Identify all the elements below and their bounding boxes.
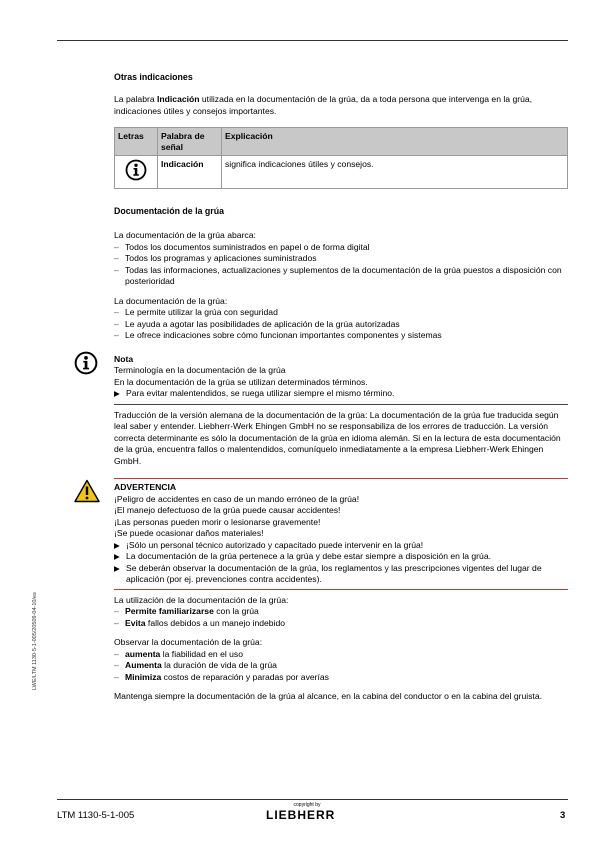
liebherr-logo: LIEBHERR [266, 808, 336, 822]
col-header-explicacion: Explicación [222, 128, 568, 156]
list-item: – Todos los documentos suministrados en papel o de forma digital [114, 242, 568, 254]
list-item [114, 649, 568, 661]
doc-list-1 [114, 242, 568, 288]
note-rule [114, 404, 568, 405]
observe-list [114, 649, 568, 684]
item-text: la duración de vida de la grúa [161, 660, 277, 670]
table-header-row [115, 128, 568, 156]
warning-title: ADVERTENCIA [114, 482, 177, 492]
section-heading-documentacion: Documentación de la grúa [114, 206, 224, 216]
intro-text-b: utilizada en la documentación de la grúa, da a toda persona que intervenga en la grúa, indicaciones útiles y consejos importantes. [114, 94, 533, 116]
list-item [114, 660, 568, 672]
warning-action: ▶ ¡Sólo un personal técnico autorizado y capacitado puede intervenir en la grúa! [114, 540, 568, 552]
page-number: 3 [560, 810, 566, 821]
item-bold: aumenta [125, 648, 161, 659]
info-icon [125, 159, 147, 185]
item-text: costos de reparación y paradas por averías [161, 671, 329, 682]
footer-rule [57, 799, 568, 800]
list-item [114, 606, 568, 618]
footer-copyright: copyright by [293, 802, 321, 808]
warning-triangle-icon [74, 479, 100, 507]
section-heading-otras-indicaciones: Otras indicaciones [114, 72, 193, 82]
header-rule [57, 40, 568, 41]
item-bold: Minimiza [125, 671, 162, 682]
warning-bottom-rule [114, 589, 568, 590]
doc-lead-2: La documentación de la grúa: [114, 295, 228, 306]
usage-list [114, 606, 568, 629]
warning-action: ▶ Se deberán observar la documentación de la grúa, los reglamentos y las prescripciones vigentes del lugar de aplicación (por ej. prevenciones contra accidentes). [114, 563, 568, 586]
list-item: – Le permite utilizar la grúa con seguridad [114, 307, 568, 319]
note-block [114, 352, 568, 400]
warning-line: ¡Las personas pueden morir o lesionarse gravemente! [114, 516, 321, 527]
warning-action: ▶ La documentación de la grúa pertenece a la grúa y debe estar siempre a disposición en la grúa. [114, 551, 568, 563]
intro-text-a: La palabra [114, 94, 158, 104]
item-bold: Evita [125, 617, 146, 628]
item-text: con la grúa [213, 606, 259, 616]
item-text: fallos debidos a un manejo indebido [145, 617, 286, 628]
warning-actions [114, 540, 568, 586]
warning-block [114, 482, 568, 586]
observe-lead: Observar la documentación de la grúa: [114, 637, 263, 647]
item-text: la fiabilidad en el uso [160, 648, 243, 659]
doc-lead-1: La documentación de la grúa abarca: [114, 230, 256, 240]
warning-line: ¡Se puede ocasionar daños materiales! [114, 528, 264, 538]
note-line: En la documentación de la grúa se utilizan determinados términos. [114, 376, 368, 387]
side-document-code: LWE/LTM 1130-5-1-005/20509-04-10/es [32, 592, 38, 690]
footer-doc-id: LTM 1130-5-1-005 [57, 810, 135, 821]
intro-bold: Indicación [157, 94, 200, 104]
note-action: ▶ Para evitar malentendidos, se ruega utilizar siempre el mismo término. [114, 388, 568, 400]
doc-list-2 [114, 307, 568, 342]
intro-paragraph [114, 94, 568, 117]
item-bold: Permite familiarizarse [125, 606, 214, 616]
usage-lead: La utilización de la documentación de la grúa: [114, 594, 289, 605]
note-title: Nota [114, 353, 134, 364]
list-item: – Todos los programas y aplicaciones suministrados [114, 253, 568, 265]
item-bold: Aumenta [125, 660, 162, 670]
signal-word-table [114, 127, 568, 189]
cell-explanation: significa indicaciones útiles y consejos. [222, 156, 568, 189]
closing-paragraph: Mantenga siempre la documentación de la grúa al alcance, en la cabina del conductor o en la cabina del gruista. [114, 691, 543, 701]
cell-signal-word: Indicación [158, 156, 222, 189]
warning-top-rule [114, 478, 568, 479]
note-line: Terminología en la documentación de la grúa [114, 365, 286, 375]
warning-line: ¡Peligro de accidentes en caso de un mando erróneo de la grúa! [114, 493, 360, 504]
list-item: – Todas las informaciones, actualizaciones y suplementos de la documentación de la grúa puestos a disposición con posterioridad [114, 265, 568, 288]
list-item [114, 672, 568, 684]
list-item: – Le ofrece indicaciones sobre cómo funcionan importantes componentes y sistemas [114, 330, 568, 342]
note-actions [114, 388, 568, 400]
cell-icon [115, 156, 158, 189]
warning-line: ¡El manejo defectuoso de la grúa puede causar accidentes! [114, 505, 341, 515]
page-content [114, 72, 568, 703]
col-header-palabra: Palabra de señal [158, 128, 222, 156]
list-item: – Le ayuda a agotar las posibilidades de aplicación de la grúa autorizadas [114, 319, 568, 331]
translation-paragraph: Traducción de la versión alemana de la documentación de la grúa: La documentación de la grúa fue traducida según leal saber y entender. Liebherr-Werk Ehingen GmbH no se responsabiliza de los errores de traducción. La versión correcta determinante es sólo la documentación de la grúa en idioma alemán. Si en la lectura de esta documentación de la grúa, encuentra fallos o malentendidos, comuníquelo inmediatamente a la empresa Liebherr-Werk Ehingen GmbH. [114, 409, 561, 466]
table-row [115, 156, 568, 189]
list-item [114, 618, 568, 630]
col-header-letras: Letras [115, 128, 158, 156]
info-icon [74, 351, 98, 379]
